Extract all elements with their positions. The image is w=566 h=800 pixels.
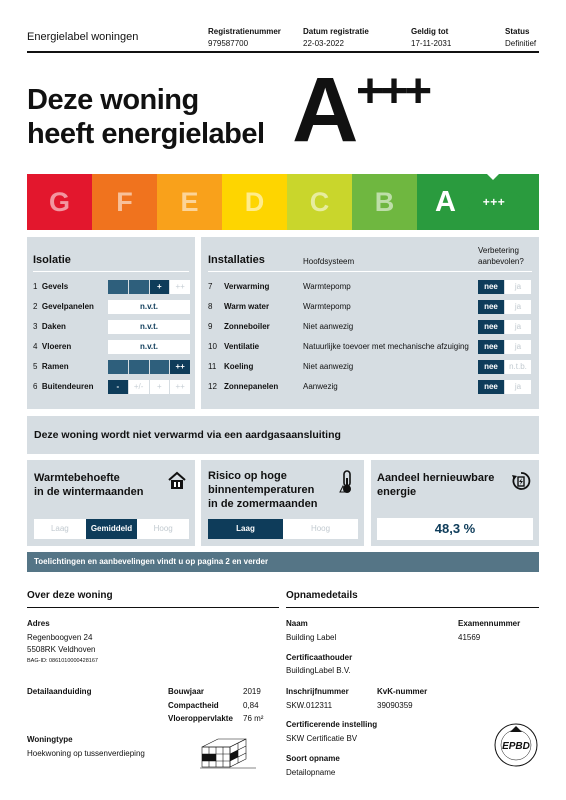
divider [33, 271, 189, 272]
installatie-system: Warmtepomp [303, 282, 351, 291]
address-city: 5508RK Veldhoven [27, 645, 96, 654]
inschrijfnummer-value: SKW.012311 [286, 701, 333, 710]
ja-option: ja [505, 380, 531, 394]
woningtype-value: Hoekwoning op tussenverdieping [27, 749, 145, 758]
opname-title: Opnamedetails [286, 590, 358, 601]
woningtype-label: Woningtype [27, 735, 73, 744]
installatie-system: Natuurlijke toevoer met mechanische afzuiging [303, 342, 469, 351]
ramen-rating-bar: ++ [108, 360, 190, 374]
hernieuwbaar-panel [371, 460, 539, 546]
isolatie-panel [27, 237, 195, 409]
status: Status Definitief [505, 27, 537, 48]
option-laag: Laag [50, 524, 69, 533]
bag-id: BAG-ID: 0861010000428167 [27, 658, 98, 664]
installatie-name: 7 Verwarming [208, 282, 270, 291]
installaties-title: Installaties [208, 254, 265, 266]
energy-label-scale [27, 174, 539, 230]
installatie-name: 12 Zonnepanelen [208, 382, 279, 391]
active-indicator-icon [487, 174, 499, 180]
scale-segment-d: D [222, 174, 287, 230]
hernieuwbaar-value: 48,3 % [377, 518, 533, 540]
divider [286, 607, 539, 608]
header-divider [27, 51, 539, 53]
verbetering-indicator [478, 340, 531, 354]
certificerende-instelling-value: SKW Certificatie BV [286, 734, 358, 743]
address-street: Regenboogven 24 [27, 633, 93, 642]
kvk-value: 39090359 [377, 701, 413, 710]
naam-value: Building Label [286, 633, 337, 642]
isolatie-row-6: 6 Buitendeuren [33, 382, 94, 391]
warmtebehoefte-panel [27, 460, 195, 546]
scale-segment-a-active [417, 174, 539, 230]
address-label: Adres [27, 619, 50, 628]
isolatie-title: Isolatie [33, 254, 71, 266]
scale-segment-b: B [352, 174, 417, 230]
registration-date: Datum registratie 22-03-2022 [303, 27, 369, 48]
verbetering-indicator [478, 320, 531, 334]
isolatie-row-4: 4 Vloeren [33, 342, 72, 351]
verbetering-indicator [478, 360, 531, 374]
daken-value: n.v.t. [108, 320, 190, 334]
nee-option: nee [478, 340, 504, 354]
installatie-system: Aanwezig [303, 382, 338, 391]
nee-option: nee [478, 300, 504, 314]
divider [208, 271, 532, 272]
option-gemiddeld: Gemiddeld [86, 519, 138, 539]
bouwjaar-label: Bouwjaar [168, 687, 205, 696]
hoofdsysteem-header: Hoofdsysteem [303, 257, 355, 266]
installatie-system: Warmtepomp [303, 302, 351, 311]
installatie-name: 11 Koeling [208, 362, 254, 371]
buitendeuren-rating-bar: - +/- + ++ [108, 380, 190, 394]
risico-title: Risico op hoge binnentemperaturen in de zomermaanden [208, 470, 318, 510]
thermometer-icon [339, 470, 357, 494]
examennummer-label: Examennummer [458, 619, 521, 628]
house-icon [167, 471, 187, 491]
soort-opname-value: Detailopname [286, 768, 336, 777]
gas-text: Deze woning wordt niet verwarmd via een aardgasaansluiting [34, 429, 341, 441]
headline: Deze woning heeft energielabel [27, 84, 265, 150]
certificerende-instelling-label: Certificerende instelling [286, 720, 378, 729]
ja-option: ja [505, 300, 531, 314]
detail-label: Detailaanduiding [27, 687, 92, 696]
isolatie-row-3: 3 Daken [33, 322, 66, 331]
compactheid-value: 0,84 [243, 701, 259, 710]
option-laag: Laag [208, 519, 283, 539]
kvk-label: KvK-nummer [377, 687, 428, 696]
naam-label: Naam [286, 619, 308, 628]
verbetering-indicator [478, 280, 531, 294]
vloeroppervlakte-value: 76 m² [243, 714, 264, 723]
verbetering-indicator [478, 380, 531, 394]
document-title: Energielabel woningen [27, 31, 139, 43]
scale-segment-e: E [157, 174, 222, 230]
active-letter: A [435, 186, 456, 218]
divider [27, 607, 279, 608]
ja-option: ja [505, 340, 531, 354]
risico-scale [208, 519, 358, 539]
headline-label-plus: +++ [356, 65, 429, 118]
scale-segment-c: C [287, 174, 352, 230]
epbd-logo-text: EPBD [502, 741, 530, 752]
vloeren-value: n.v.t. [108, 340, 190, 354]
nee-option: nee [478, 360, 504, 374]
woning-title: Over deze woning [27, 590, 113, 601]
risico-panel [201, 460, 364, 546]
warmtebehoefte-title: Warmtebehoefte in de wintermaanden [34, 472, 144, 498]
valid-until: Geldig tot 17-11-2031 [411, 27, 452, 48]
nee-option: nee [478, 380, 504, 394]
isolatie-row-5: 5 Ramen [33, 362, 69, 371]
installatie-system: Niet aanwezig [303, 362, 354, 371]
examennummer-value: 41569 [458, 633, 481, 642]
active-plus-badge: +++ [467, 192, 521, 212]
ja-option: ja [505, 320, 531, 334]
soort-opname-label: Soort opname [286, 754, 340, 763]
installaties-panel [201, 237, 539, 409]
option-hoog: Hoog [310, 524, 331, 533]
nee-option: nee [478, 320, 504, 334]
installatie-name: 10 Ventilatie [208, 342, 260, 351]
inschrijfnummer-label: Inschrijfnummer [286, 687, 349, 696]
certificaathouder-value: BuildingLabel B.V. [286, 666, 351, 675]
compactheid-label: Compactheid [168, 701, 219, 710]
warmtebehoefte-scale [34, 519, 189, 539]
gevels-rating-bar: + ++ [108, 280, 190, 294]
scale-segment-f: F [92, 174, 157, 230]
hernieuwbaar-title: Aandeel hernieuwbare energie [377, 472, 495, 498]
gas-panel [27, 416, 539, 454]
installatie-system: Niet aanwezig [303, 322, 354, 331]
registration-number: Registratienummer 979587700 [208, 27, 281, 48]
scale-segment-g: G [27, 174, 92, 230]
bouwjaar-value: 2019 [243, 687, 261, 696]
installatie-name: 9 Zonneboiler [208, 322, 270, 331]
verbetering-indicator [478, 300, 531, 314]
certificaathouder-label: Certificaathouder [286, 653, 353, 662]
headline-label-letter: A [292, 59, 357, 161]
isolatie-row-1: 1 Gevels [33, 282, 69, 291]
isolatie-row-2: 2 Gevelpanelen [33, 302, 94, 311]
verbetering-header: Verbetering aanbevolen? [478, 246, 524, 266]
building-type-icon [200, 735, 256, 769]
recycle-energy-icon [511, 471, 531, 491]
vloeroppervlakte-label: Vloeroppervlakte [168, 714, 233, 723]
nee-option: nee [478, 280, 504, 294]
ja-option: ja [505, 280, 531, 294]
recommendations-note: Toelichtingen en aanbevelingen vindt u op pagina 2 en verder [27, 552, 539, 572]
gevelpanelen-value: n.v.t. [108, 300, 190, 314]
ja-option: n.t.b. [505, 360, 531, 374]
installatie-name: 8 Warm water [208, 302, 270, 311]
option-hoog: Hoog [153, 524, 173, 533]
epbd-logo-icon [493, 722, 539, 768]
